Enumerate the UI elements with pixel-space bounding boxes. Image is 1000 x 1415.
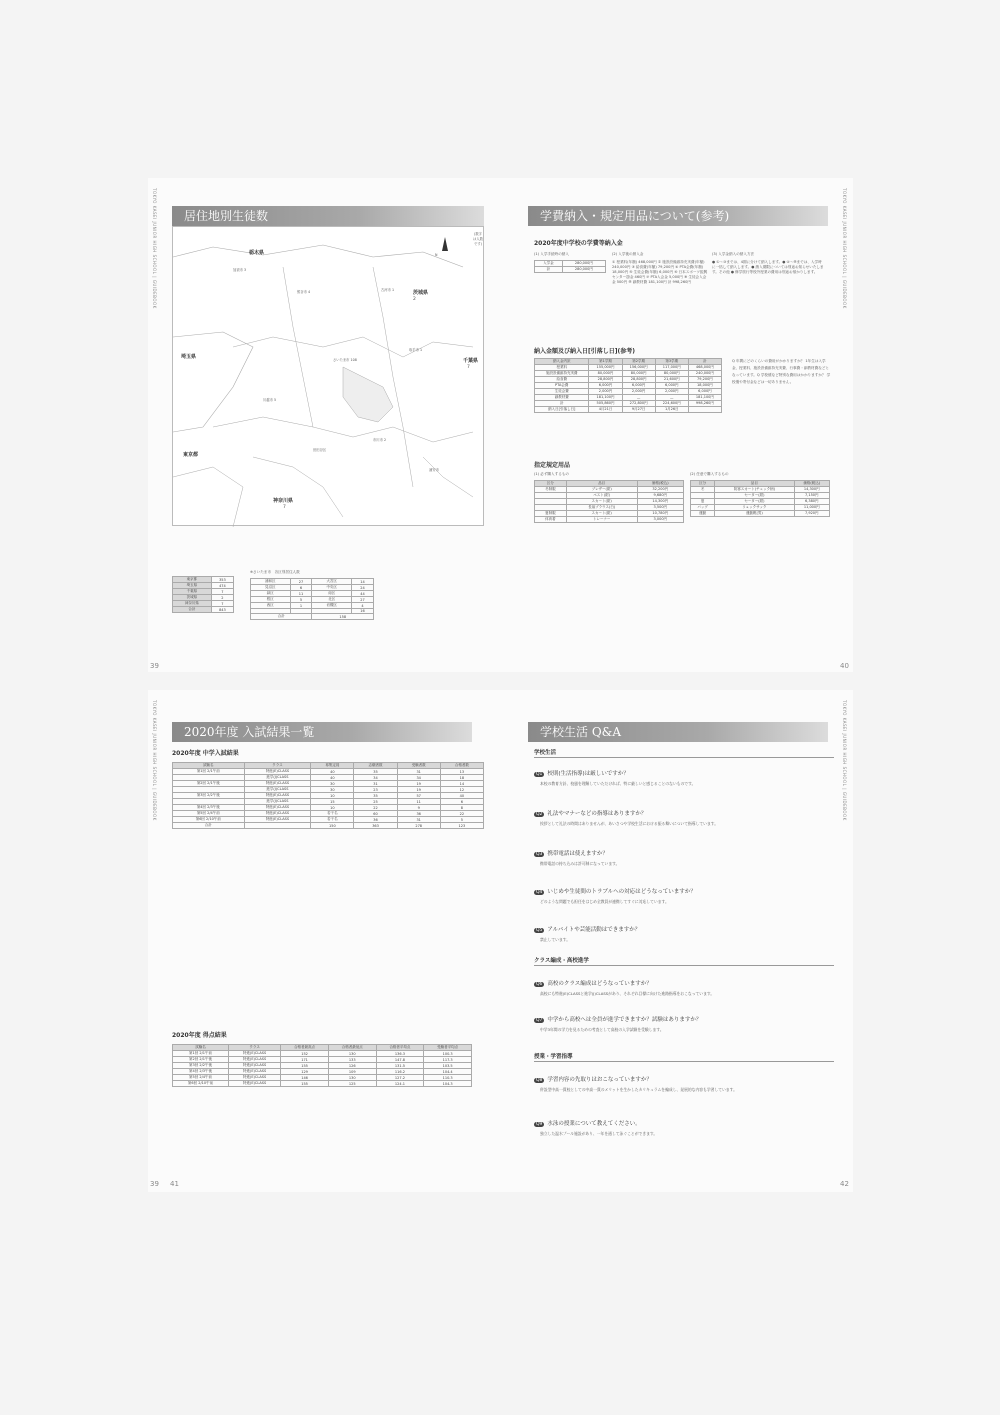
map-lines	[173, 227, 485, 527]
section-class-advance: クラス編成・高校進学	[534, 956, 834, 966]
side-title: TOKYO KASEI JUNIOR HIGH SCHOOL | GUIDEBOOK	[152, 188, 157, 309]
results-subtitle: 2020年度 中学入試結果	[172, 750, 239, 757]
fees-col1-title: (1) 入学手続時の納入	[534, 252, 569, 256]
qa-item: Q8 学習内容の先取りはおこなっていますか？ 併設型中高一貫校としての中高一貫のメリットを生かしたカリキュラムを編成し、発展的な内容も学習しています。	[536, 1077, 737, 1092]
items-optional-title: (2) 任意で購入するもの	[690, 472, 729, 476]
entrance-results-table: 試験名 クラス 募集定員 志願者数 受験者数 合格者数 第1回 2/1午前 特進(E)CLASS 40 35 31 13 進学(J)CLASS 40 34 34 18 第2回 2/1午後 特進(E)CLASS 30 31 19 14 進学(J)CLASS 30 23 19 12 第3回 2/2午後 特進(E)CLASS 10 35 57 40 進学(J)CLASS 15 25 11 6 第4回 2/3午後 特進(E)CLASS 10 22 9 8 第5回 2/4午前 特進(E)CLASS 若干名 60 36 22 第6回 2/10午前 特進(E)CLASS 若干名 36 31 5 合計 150 363 278 123	[172, 762, 484, 829]
section-header: 学費納入・規定用品について(参考)	[528, 206, 828, 226]
label-tochigi: 栃木県	[249, 250, 265, 256]
section-header: 2020年度 入試結果一覧	[172, 722, 472, 742]
section-lessons: 授業・学習指導	[534, 1052, 834, 1062]
page-residence	[148, 178, 500, 672]
count-chiba: 7	[467, 365, 470, 370]
count-kanagawa: 7	[283, 505, 286, 510]
side-title: TOKYO KASEI JUNIOR HIGH SCHOOL | GUIDEBOOK	[152, 700, 157, 821]
items-required-title: (1) 必ず購入するもの	[534, 472, 569, 476]
page-number-41: 41	[170, 1180, 179, 1188]
qa-item: Q6 高校のクラス編成はどうなっていますか？ 高校にも特進(E)CLASSと進学(J)CLASSがあり、それぞれ目標に向けた進路指導をおこなっています。	[536, 981, 715, 996]
label-kazo: 加須市 3	[233, 268, 247, 272]
north-label: N	[435, 253, 438, 257]
fees-col2-list: ① 授業料(年額) 468,000円 ② 施設設備維持充実費(年額) 240,000円 ③ 給食費(年額) 79,200円 ④ PTA会費(年額) 18,000円 ⑤ 生徒会費(年額) 6,000円 ⑥ 日本スポーツ振興センター掛金 460円 ⑦ PTA入会金 5,000円 ⑧ 生徒会入会金 500円 ⑨ 副教材費 181,100円 計 998,260円	[612, 260, 708, 284]
page-number: 42	[840, 1180, 849, 1188]
label-saitama: 埼玉県	[181, 354, 197, 360]
items-subtitle: 指定規定用品	[534, 462, 571, 469]
page-number-39: 39	[150, 1180, 159, 1188]
payment-table: 納入金内訳 第1学期 第2学期 第3学期 計 授業料 155,000円 156,000円 117,000円 468,000円 施設設備維持充実費 80,000円 80,000円 80,000円 240,000円 給食費 28,800円 28,800円 21,600円 79,200円 PTA会費 6,000円 6,000円 6,000円 18,000円 生徒会費 2,000円 2,000円 2,000円 6,000円 副教材費 181,100円 — — 181,100円 計 505,860円 272,800円 224,600円 998,260円 納入日[引落し日] 4月21日 9月27日 1月26日	[534, 358, 722, 413]
label-tokyo: 東京都	[183, 452, 199, 458]
page-number: 39	[150, 662, 159, 670]
label-ibaraki: 茨城県	[413, 290, 429, 296]
map-note: (数字は人数です)	[473, 232, 483, 246]
label-urayasu: 浦安市	[429, 468, 439, 472]
page-exam-results	[148, 690, 500, 1192]
label-setagaya: 世田谷区	[313, 448, 327, 452]
page-fees	[500, 178, 853, 672]
prefecture-table: 東京都 353 埼玉県 474 千葉県 7 茨城県 2 神奈川県 7 合計 843	[172, 576, 234, 613]
label-saitama-city: さいたま市 108	[333, 358, 357, 362]
label-kumagaya: 熊谷市 4	[297, 290, 311, 294]
ward-table: 浦和区 27 大宮区 14 見沼区 6 中央区 24 緑区 11 南区 44 桜区 5 北区 27 西区 1 岩槻区 4 16 合計 158	[250, 578, 374, 620]
page-school-life-qa	[500, 690, 853, 1192]
side-title: TOKYO KASEI JUNIOR HIGH SCHOOL | GUIDEBOOK	[842, 188, 847, 309]
score-subtitle: 2020年度 得点結果	[172, 1032, 227, 1039]
optional-items-table: 区分 品目 価格(税込) 冬 防寒スカート(チェック柄) 14,300円 セーター(紺) 7,150円 夏 セーター(紺) 6,380円 バッグ リュックサック 11,000円 運動 運動靴(男) 7,920円	[690, 480, 830, 517]
qa-item: Q3 携帯電話は使えますか？ 携帯電話の持ち込みは許可制になっています。	[536, 851, 620, 866]
payment-subtitle: 納入金額及び納入日[引落し日](参考)	[534, 348, 635, 355]
entry-fee-table: 入学金 280,000円 計 280,000円	[534, 260, 606, 273]
section-school-life: 学校生活	[534, 748, 834, 758]
label-chiba: 千葉県	[463, 358, 479, 364]
label-kawagoe: 川越市 5	[263, 398, 277, 402]
fees-subtitle: 2020年度中学校の学費等納入金	[534, 240, 623, 247]
qa-item: Q5 アルバイトや芸能活動はできますか？ 禁止しています。	[536, 927, 641, 942]
label-koga: 古河市 1	[381, 288, 395, 292]
qa-item: Q2 礼法やマナーなどの指導はありますか？ 挨拶として礼法の時間はありませんが、あいさつや学校生活における振る舞いについて指導しています。	[536, 811, 719, 826]
score-table: 試験名 クラス 合格者最高点 合格者最低点 合格者平均点 受験者平均点 第1回 2/1午前 特進(E)CLASS 152 130 136.3 100.3 第2回 2/1午後 特進(E)CLASS 171 133 147.8 117.3 第3回 2/2午後 特進(E)CLASS 155 126 131.5 103.5 第4回 2/3午後 特進(E)CLASS 129 109 116.2 104.4 第5回 2/4午前 特進(E)CLASS 146 130 127.2 110.3 第6回 2/10午前 特進(E)CLASS 155 125 124.1 104.3	[172, 1044, 472, 1087]
ward-table-title: ※さいたま市 各区別居住人数	[250, 570, 300, 574]
count-ibaraki: 2	[413, 297, 416, 302]
fees-faq: Q 年間にどのくらいの費用がかかりますか？ 1年生は入学金、授業料、施設設備維持充実費、行事費・副教材費などとなっています。Q 学校債など特別な費用はかかりますか？ 学校債や寄付金などは一切ありません。	[732, 359, 831, 384]
fees-col3-title: (3) 入学金納入の納入方法	[712, 252, 755, 256]
label-ichikawa: 市川市 2	[373, 438, 387, 442]
label-kanagawa: 神奈川県	[273, 498, 294, 504]
fees-col2-title: (2) 入学後の納入金	[612, 252, 644, 256]
qa-item: Q7 中学から高校へは全員が進学できますか？試験はありますか？ 中学3年間の学力を見るための考査として高校の入学試験を受験します。	[536, 1017, 702, 1032]
qa-item: Q4 いじめや生徒間のトラブルへの対応はどうなっていますか？ どのような問題でも担任をはじめ全教員が連携してすぐに対応しています。	[536, 889, 696, 904]
side-title: TOKYO KASEI JUNIOR HIGH SCHOOL | GUIDEBOOK	[842, 700, 847, 821]
fees-col3-text: ● ①～③までは、4期に分けて納入します。● ④～⑨までは、入学時に一括して納入します。● 納入期限については別途お知らせいたします。その他 ● 修学旅行等校外授業の費用は別途お預かりします。	[712, 260, 824, 274]
required-items-table: 区分 品目 価格(税込) 冬制服 ブレザー(紺) 32,200円 ベスト(紺) 9,680円 スカート(紺) 14,300円 長袖ブラウス(白) 3,500円 夏制服 スカート(紺) 10,780円 体育着 トレーナー 3,000円	[534, 480, 684, 523]
section-header: 学校生活 Q&A	[528, 722, 828, 742]
label-toride: 取手市 1	[409, 348, 423, 352]
qa-item: Q1 校則(生活指導)は厳しいですか？ 本校の教育方針、校風を理解していただければ、特に厳しいと感じることのないものです。	[536, 771, 696, 786]
page-number: 40	[840, 662, 849, 670]
residence-map	[172, 226, 484, 526]
section-header: 居住地別生徒数	[172, 206, 484, 226]
qa-item: Q9 水泳の授業について教えてください。 独立した温水プール施設があり、一年を通して泳ぐことができます。	[536, 1121, 658, 1136]
